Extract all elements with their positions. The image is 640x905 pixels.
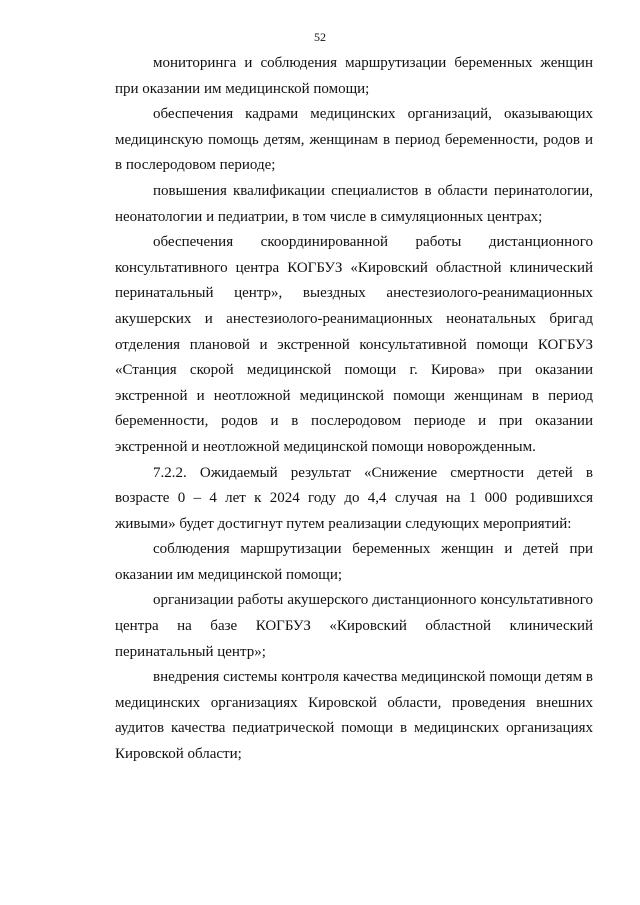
paragraph-qualification: повышения квалификации специалистов в области перинатологии, неонатологии и педиатрии, в том числе в симуляционных центрах;	[115, 182, 593, 225]
paragraph-coordinated-work: обеспечения скоординированной работы дистанционного консультативного центра КОГБУЗ «Кировский областной клинический перинатальный центр», выездных анестезиолого-реанимационных акушерских и анестезиолого-реанимационных неонатальных бригад отделения плановой и экстренной консультативной помощи КОГБУЗ «Станция скорой медицинской помощи г. Кирова» при оказании экстренной и неотложной медицинской помощи женщинам в период беременности, родов и в послеродовом периоде и при оказании экстренной и неотложной медицинской помощи новорожденным.	[115, 234, 593, 455]
paragraph-quality-control: внедрения системы контроля качества медицинской помощи детям в медицинских организациях Кировской области, проведения внешних аудитов качества педиатрической помощи в медицинских организациях Кировской области;	[115, 669, 593, 763]
paragraph-obstetric-center: организации работы акушерского дистанционного консультативного центра на базе КОГБУЗ «Кировский областной клинический перинатальный центр»;	[115, 592, 593, 660]
paragraph-staffing: обеспечения кадрами медицинских организаций, оказывающих медицинскую помощь детям, женщинам в период беременности, родов и в послеродовом периоде;	[115, 106, 593, 174]
paragraph-routing-compliance: соблюдения маршрутизации беременных женщин и детей при оказании им медицинской помощи;	[115, 541, 593, 583]
page-number: 52	[314, 30, 326, 44]
document-body	[115, 51, 593, 768]
paragraph-expected-result: 7.2.2. Ожидаемый результат «Снижение смертности детей в возрасте 0 – 4 лет к 2024 году до 4,4 случая на 1 000 родившихся живыми» будет достигнут путем реализации следующих мероприятий:	[115, 464, 593, 532]
paragraph-monitoring-routing: мониторинга и соблюдения маршрутизации беременных женщин при оказании им медицинской помощи;	[115, 55, 593, 97]
